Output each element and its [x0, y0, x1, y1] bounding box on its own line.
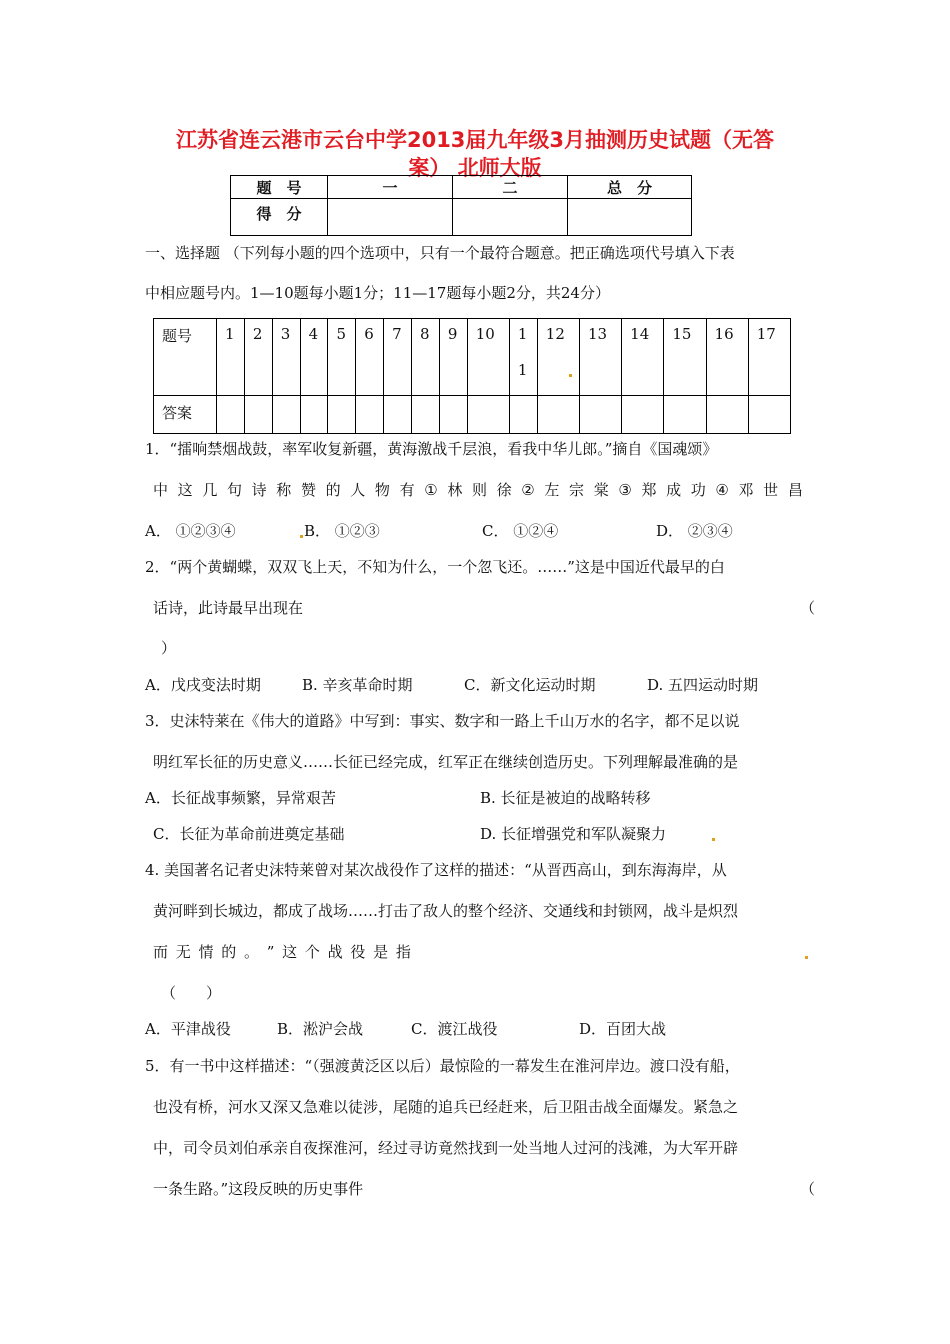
q2-option-d[interactable]: D. 五四运动时期 [647, 676, 759, 694]
q5-line4: 一条生路。”这段反映的历史事件 [153, 1180, 364, 1198]
q5-line3: 中，司令员刘伯承亲自夜探淮河，经过寻访竟然找到一处当地人过河的浅滩，为大军开辟 [153, 1139, 739, 1157]
q4-line3-char: 指 [395, 943, 411, 961]
answer-cell[interactable] [537, 396, 579, 434]
q1-line2-char: 成 [666, 481, 682, 499]
q1-line2-char: ② [521, 481, 535, 499]
doc-title-line1: 江苏省连云港市云台中学2013届九年级3月抽测历史试题（无答 [175, 128, 775, 152]
q5-line2: 也没有桥，河水又深又急难以徒涉，尾随的追兵已经赶来，后卫阻击战全面爆发。紧急之 [153, 1098, 739, 1116]
q3-option-d[interactable]: D. 长征增强党和军队凝聚力 [480, 825, 667, 843]
q3-line2: 明红军长征的历史意义……长征已经完成，红军正在继续创造历史。下列理解最准确的是 [153, 753, 739, 771]
q4-line3-char: 这 [282, 943, 298, 961]
q1-line2-char: ④ [715, 481, 729, 499]
q4-paren: （ ） [161, 984, 222, 1002]
answer-col-13: 13 [579, 319, 621, 396]
q1-line1: 1．“擂响禁烟战鼓，率军收复新疆，黄海激战千层浪，看我中华儿郎。”摘自《国魂颂》 [145, 440, 718, 458]
q4-option-c[interactable]: C．渡江战役 [411, 1020, 498, 1038]
q4-line3-char: 役 [350, 943, 366, 961]
q1-option-c[interactable]: C． ①②④ [482, 522, 559, 540]
q1-line2-char: 徐 [496, 481, 512, 499]
q4-option-b[interactable]: B．淞沪会战 [277, 1020, 364, 1038]
answer-table [153, 318, 791, 434]
score-table [230, 175, 692, 236]
q2-option-a[interactable]: A．戊戌变法时期 [145, 676, 261, 694]
q4-line1: 4. 美国著名记者史沫特莱曾对某次战役作了这样的描述：“从晋西高山，到东海海岸，从 [145, 861, 727, 879]
q4-line3-char: ” [266, 943, 275, 961]
q5-paren-open: （ [800, 1180, 816, 1198]
q1-line2-char: 句 [226, 481, 242, 499]
answer-table-header-label: 题号 [154, 319, 217, 396]
section1-intro-line2: 中相应题号内。1—10题每小题1分；11—17题每小题2分，共24分） [145, 284, 610, 302]
answer-col-1: 1 [217, 319, 245, 396]
q1-line2-char: 几 [202, 481, 218, 499]
q2-option-c[interactable]: C．新文化运动时期 [464, 676, 596, 694]
answer-cell[interactable] [439, 396, 467, 434]
decorative-dot [300, 535, 303, 538]
q1-line2-char: ③ [618, 481, 632, 499]
answer-col-7: 7 [384, 319, 412, 396]
score-header-part2: 二 [453, 176, 568, 199]
q4-line3-char: 情 [198, 943, 214, 961]
doc-title-line2: 案） 北师大版 [408, 156, 542, 180]
q4-option-d[interactable]: D．百团大战 [579, 1020, 667, 1038]
decorative-dot [569, 374, 572, 377]
q1-line2-char: 左 [544, 481, 560, 499]
answer-cell[interactable] [706, 396, 748, 434]
q4-line3-char: 的 [221, 943, 237, 961]
q1-line2-char: 功 [690, 481, 706, 499]
answer-col-11-top: 1 [517, 325, 528, 343]
answer-col-4: 4 [300, 319, 328, 396]
q2-paren-open: （ [800, 599, 816, 617]
answer-col-5: 5 [328, 319, 356, 396]
answer-cell[interactable] [328, 396, 356, 434]
q1-line2-char: 昌 [787, 481, 803, 499]
q1-line2-char: 世 [763, 481, 779, 499]
q2-line1: 2．“两个黄蝴蝶，双双飞上天，不知为什么，一个忽飞还。……”这是中国近代最早的白 [145, 558, 725, 576]
q3-line1: 3．史沫特莱在《伟大的道路》中写到：事实、数字和一路上千山万水的名字，都不足以说 [145, 712, 740, 730]
q4-line3 [153, 944, 411, 961]
score-header-total: 总 分 [568, 176, 692, 199]
q4-line3-char: 而 [153, 943, 169, 961]
answer-cell[interactable] [217, 396, 245, 434]
q4-option-a[interactable]: A．平津战役 [145, 1020, 231, 1038]
answer-col-8: 8 [412, 319, 440, 396]
q1-line2 [153, 482, 803, 499]
q1-option-d[interactable]: D． ②③④ [656, 522, 733, 540]
score-header-part1: 一 [328, 176, 453, 199]
answer-col-9: 9 [439, 319, 467, 396]
score-cell-total[interactable] [568, 199, 692, 236]
section1-intro-line1: 一、选择题 （下列每小题的四个选项中，只有一个最符合题意。把正确选项代号填入下表 [145, 244, 735, 262]
q4-line3-char: 是 [373, 943, 389, 961]
q1-option-b[interactable]: B． ①②③ [304, 522, 380, 540]
q1-line2-char: 称 [276, 481, 292, 499]
q1-line2-char: 中 [153, 481, 169, 499]
q5-line1: 5．有一书中这样描述：“（强渡黄泛区以后）最惊险的一幕发生在淮河岸边。渡口没有船， [145, 1057, 740, 1075]
score-cell-part2[interactable] [453, 199, 568, 236]
answer-cell[interactable] [244, 396, 272, 434]
answer-col-10: 10 [467, 319, 509, 396]
answer-cell[interactable] [622, 396, 664, 434]
score-row-label: 得 分 [231, 199, 328, 236]
answer-cell[interactable] [509, 396, 537, 434]
q1-line2-char: 棠 [593, 481, 609, 499]
q4-line3-char: 个 [304, 943, 320, 961]
answer-col-3: 3 [272, 319, 300, 396]
answer-cell[interactable] [579, 396, 621, 434]
q4-line2: 黄河畔到长城边，都成了战场……打击了敌人的整个经济、交通线和封锁网，战斗是炽烈 [153, 902, 739, 920]
q2-line2: 话诗，此诗最早出现在 [153, 599, 304, 617]
q1-line2-char: 这 [177, 481, 193, 499]
answer-col-15: 15 [664, 319, 706, 396]
q4-line3-char: 战 [327, 943, 343, 961]
decorative-dot [712, 838, 715, 841]
answer-col-11-bottom: 1 [517, 361, 528, 379]
q1-line2-char: 则 [471, 481, 487, 499]
answer-col-12: 12 [537, 319, 579, 396]
q1-line2-char: 诗 [251, 481, 267, 499]
q4-line3-char: 。 [244, 943, 260, 961]
q1-line2-char: 有 [399, 481, 415, 499]
answer-col-17: 17 [748, 319, 790, 396]
q1-line2-char: 赞 [300, 481, 316, 499]
q1-option-a[interactable]: A． ①②③④ [145, 522, 236, 540]
q4-line3-char: 无 [175, 943, 191, 961]
score-header-label: 题 号 [231, 176, 328, 199]
answer-col-14: 14 [622, 319, 664, 396]
q1-line2-char: 郑 [641, 481, 657, 499]
q1-line2-char: 邓 [738, 481, 754, 499]
answer-col-11 [509, 319, 537, 396]
q2-option-b[interactable]: B. 辛亥革命时期 [302, 676, 413, 694]
q1-line2-char: 林 [447, 481, 463, 499]
q1-line2-char: 人 [350, 481, 366, 499]
q1-line2-char: 物 [374, 481, 390, 499]
answer-col-2: 2 [244, 319, 272, 396]
answer-cell[interactable] [300, 396, 328, 434]
answer-cell[interactable] [748, 396, 790, 434]
answer-cell[interactable] [272, 396, 300, 434]
answer-row-label: 答案 [154, 396, 217, 434]
q1-line2-char: ① [424, 481, 438, 499]
answer-cell[interactable] [412, 396, 440, 434]
answer-col-16: 16 [706, 319, 748, 396]
answer-col-6: 6 [356, 319, 384, 396]
q1-line2-char: 的 [325, 481, 341, 499]
answer-cell[interactable] [664, 396, 706, 434]
q2-paren-close: ） [161, 639, 177, 657]
q3-option-b[interactable]: B. 长征是被迫的战略转移 [480, 789, 651, 807]
score-cell-part1[interactable] [328, 199, 453, 236]
answer-cell[interactable] [384, 396, 412, 434]
q3-option-a[interactable]: A．长征战事频繁，异常艰苦 [145, 789, 336, 807]
q1-line2-char: 宗 [569, 481, 585, 499]
answer-cell[interactable] [467, 396, 509, 434]
decorative-dot [805, 956, 808, 959]
q3-option-c[interactable]: C．长征为革命前进奠定基础 [153, 825, 345, 843]
answer-cell[interactable] [356, 396, 384, 434]
